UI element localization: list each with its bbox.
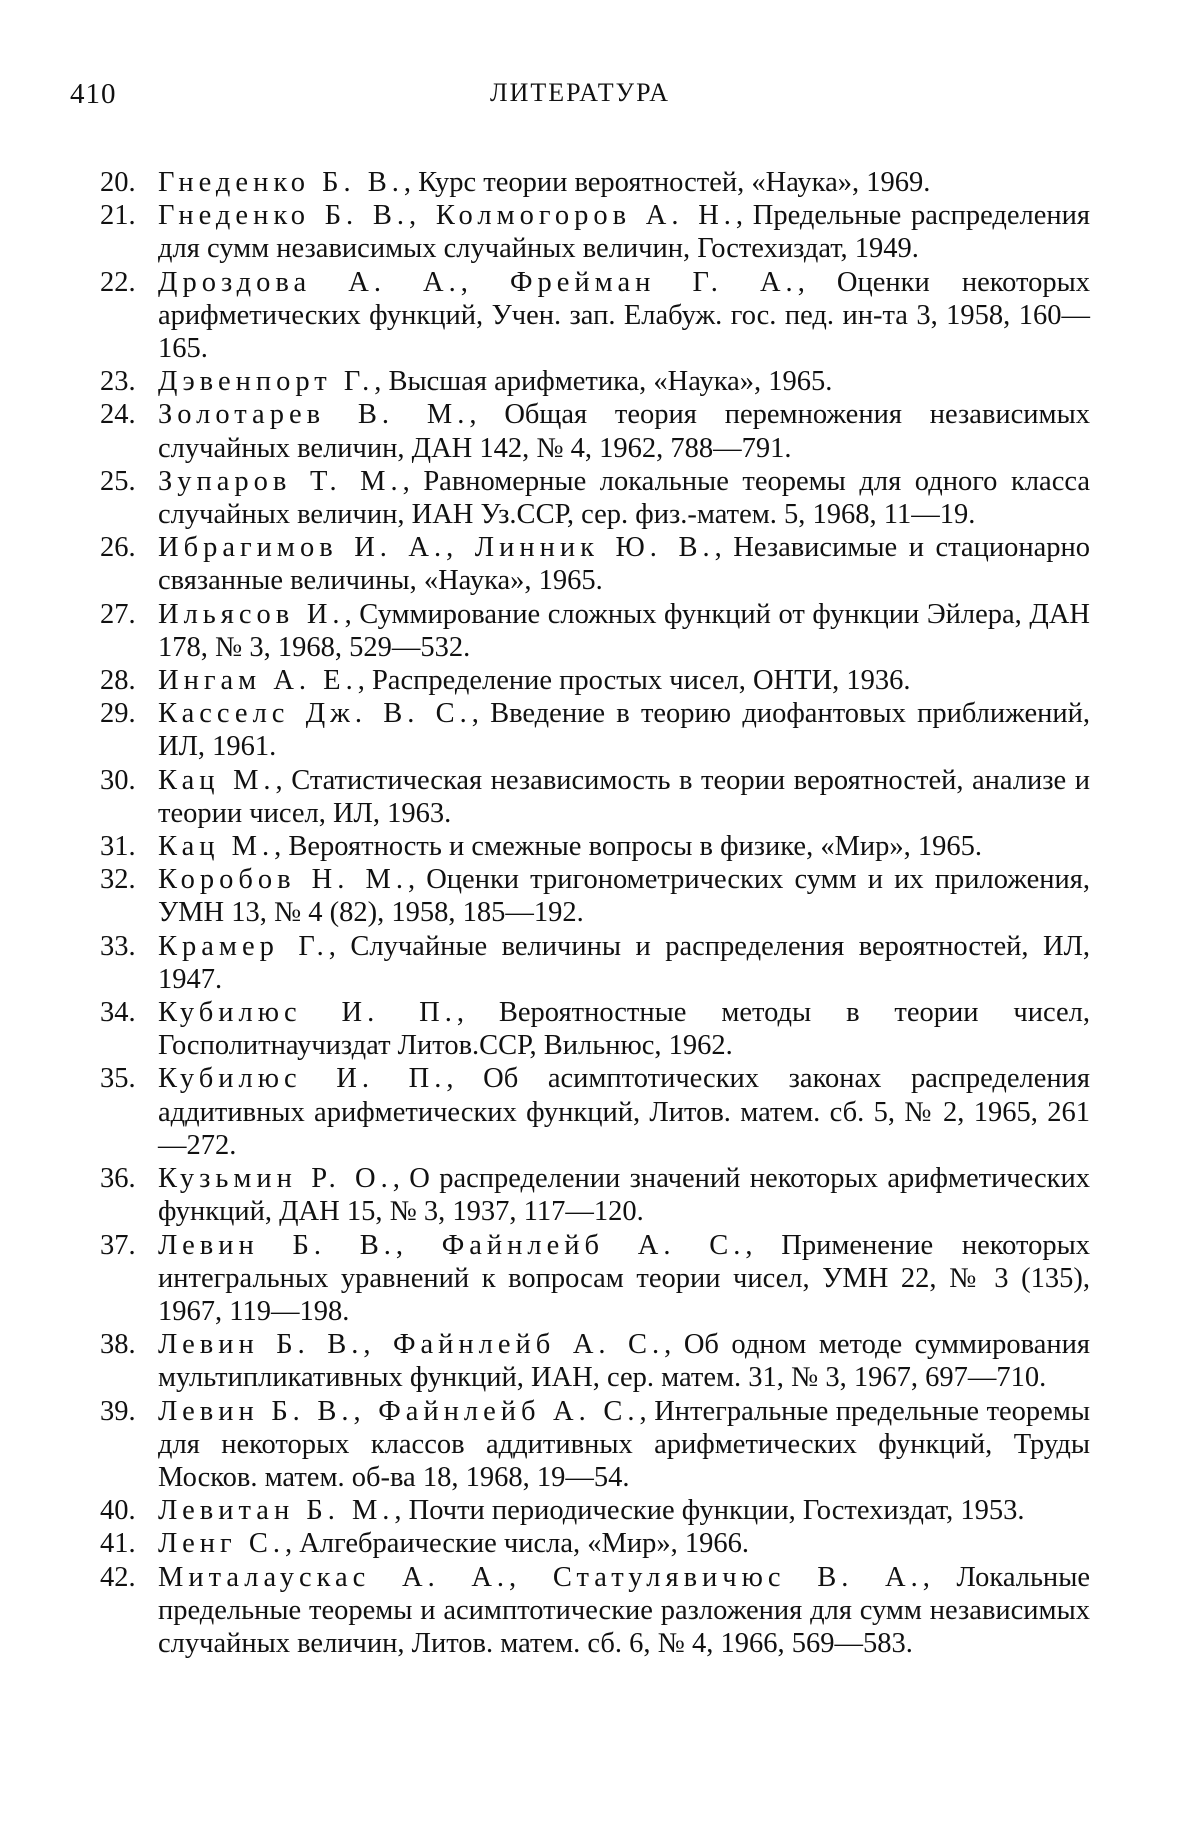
reference-authors: Ибрагимов И. А., Линник Ю. В.	[158, 532, 715, 564]
reference-separator: ,	[392, 1163, 410, 1195]
reference-separator: ,	[456, 997, 499, 1029]
reference-separator: ,	[922, 1561, 957, 1593]
reference-details: Интегральные предельные теоремы для некоторых классов аддитивных арифметических функций, Труды Москов. матем. об-ва 18, 1968, 19—54.	[158, 1395, 1091, 1493]
reference-details: Оценки некоторых арифметических функций, Учен. зап. Елабуж. гос. пед. ин-та 3, 1958, 160—165.	[158, 266, 1090, 365]
reference-entry	[100, 1162, 1090, 1228]
reference-authors: Коробов Н. М.	[158, 864, 408, 896]
reference-details: Статистическая независимость в теории вероятностей, анализе и теории чисел, ИЛ, 1963.	[158, 764, 1090, 829]
reference-entry	[100, 199, 1090, 265]
reference-entry	[100, 1494, 1090, 1527]
reference-entry	[100, 531, 1090, 597]
reference-number: 39.	[100, 1395, 136, 1427]
reference-entry	[100, 266, 1090, 366]
reference-authors: Кузьмин Р. О.	[158, 1163, 393, 1195]
reference-entry	[100, 996, 1090, 1062]
reference-authors: Кац М.	[158, 764, 276, 796]
reference-number: 31.	[100, 831, 136, 863]
reference-number: 20.	[100, 167, 136, 198]
reference-separator: ,	[797, 266, 837, 298]
reference-authors: Ингам А. Е.	[158, 665, 358, 697]
reference-authors: Крамер Г.	[158, 930, 329, 962]
reference-entry	[100, 365, 1090, 398]
reference-details: Предельные распределения для сумм независимых случайных величин, Гостехиздат, 1949.	[158, 200, 1090, 265]
reference-number: 25.	[100, 465, 136, 497]
reference-separator: ,	[285, 1528, 300, 1560]
reference-details: Суммирование сложных функций от функции Эйлера, ДАН 178, № 3, 1968, 529—532.	[158, 598, 1090, 663]
reference-number: 34.	[100, 997, 136, 1029]
reference-details: Вероятность и смежные вопросы в физике, «Мир», 1965.	[288, 831, 983, 863]
reference-number: 32.	[100, 864, 136, 896]
reference-number: 41.	[100, 1528, 136, 1560]
page-number: 410	[70, 78, 117, 110]
reference-authors: Левин Б. В., Файнлейб А. С.	[158, 1329, 665, 1361]
reference-authors: Гнеденко Б. В.	[158, 167, 404, 198]
reference-details: Локальные предельные теоремы и асимптотические разложения для сумм независимых случайных величин, Литов. матем. сб. 6, № 4, 1966, 569—583.	[158, 1561, 1090, 1659]
reference-separator: ,	[328, 930, 351, 962]
reference-authors: Ленг С.	[158, 1528, 285, 1560]
reference-separator: ,	[471, 698, 491, 730]
reference-separator: ,	[403, 167, 419, 198]
reference-separator: ,	[344, 598, 360, 630]
reference-details: Высшая арифметика, «Наука», 1965.	[388, 366, 833, 398]
reference-number: 28.	[100, 665, 136, 697]
reference-details: Общая теория перемножения независимых случайных величин, ДАН 142, № 4, 1962, 788—791.	[158, 399, 1090, 464]
reference-authors: Дэвенпорт Г.	[158, 366, 375, 398]
reference-entry	[100, 863, 1090, 929]
reference-number: 33.	[100, 930, 136, 962]
reference-entry	[100, 697, 1090, 763]
reference-entry	[100, 1229, 1090, 1329]
reference-entry	[100, 598, 1090, 664]
reference-details: Применение некоторых интегральных уравнений к вопросам теории чисел, УМН 22, № 3 (135), 1967, 119—198.	[158, 1229, 1090, 1327]
reference-details: О распределении значений некоторых арифметических функций, ДАН 15, № 3, 1937, 117—120.	[158, 1163, 1091, 1228]
reference-authors: Миталаускас А. А., Статулявичюс В. А.	[158, 1561, 923, 1593]
reference-separator: ,	[735, 200, 753, 232]
reference-authors: Гнеденко Б. В., Колмогоров А. Н.	[158, 200, 736, 232]
reference-number: 30.	[100, 764, 136, 796]
reference-details: Оценки тригонометрических сумм и их приложения, УМН 13, № 4 (82), 1958, 185—192.	[158, 864, 1091, 929]
reference-entry	[100, 1062, 1090, 1162]
reference-authors: Дроздова А. А., Фрейман Г. А.	[158, 266, 798, 298]
reference-authors: Кац М.	[158, 831, 275, 863]
reference-entry	[100, 830, 1090, 863]
reference-details: Случайные величины и распределения вероятностей, ИЛ, 1947.	[158, 930, 1091, 995]
reference-number: 23.	[100, 366, 136, 398]
reference-entry	[100, 930, 1090, 996]
reference-details: Курс теории вероятностей, «Наука», 1969.	[418, 167, 931, 198]
reference-authors: Кубилюс И. П.	[158, 1063, 447, 1095]
reference-separator: ,	[745, 1229, 782, 1261]
reference-number: 35.	[100, 1063, 136, 1095]
reference-details: Распределение простых чисел, ОНТИ, 1936.	[371, 665, 911, 697]
reference-entry	[100, 1395, 1090, 1495]
reference-list	[100, 166, 1090, 1660]
reference-separator: ,	[394, 1495, 409, 1527]
reference-entry	[100, 398, 1090, 464]
reference-separator: ,	[275, 764, 292, 796]
reference-number: 26.	[100, 532, 136, 564]
reference-separator: ,	[374, 366, 389, 398]
reference-details: Вероятностные методы в теории чисел, Госполитнаучиздат Литов.ССР, Вильнюс, 1962.	[158, 997, 1090, 1062]
reference-separator: ,	[446, 1063, 484, 1095]
reference-number: 38.	[100, 1329, 136, 1361]
reference-authors: Зупаров Т. М.	[158, 465, 403, 497]
reference-number: 40.	[100, 1495, 136, 1527]
reference-details: Равномерные локальные теоремы для одного класса случайных величин, ИАН Уз.ССР, сер. физ.-матем. 5, 1968, 11—19.	[158, 465, 1090, 531]
reference-separator: ,	[402, 465, 424, 497]
reference-separator: ,	[664, 1329, 684, 1361]
reference-number: 37.	[100, 1229, 136, 1261]
reference-number: 27.	[100, 598, 136, 630]
reference-number: 42.	[100, 1561, 136, 1593]
reference-authors: Левин Б. В., Файнлейб А. С.	[158, 1229, 746, 1261]
reference-entry	[100, 1328, 1090, 1394]
reference-details: Введение в теорию диофантовых приближений, ИЛ, 1961.	[158, 698, 1091, 763]
reference-authors: Кубилюс И. П.	[158, 997, 457, 1029]
reference-number: 21.	[100, 200, 136, 232]
reference-separator: ,	[714, 532, 734, 564]
running-title: ЛИТЕРАТУРА	[490, 78, 670, 107]
reference-entry	[100, 764, 1090, 830]
reference-separator: ,	[357, 665, 372, 697]
reference-entry	[100, 664, 1090, 697]
reference-authors: Касселс Дж. В. С.	[158, 698, 472, 730]
reference-entry	[100, 1527, 1090, 1560]
reference-number: 36.	[100, 1163, 136, 1195]
reference-separator: ,	[469, 399, 505, 431]
reference-separator: ,	[639, 1395, 655, 1427]
reference-entry	[100, 1561, 1090, 1661]
reference-separator: ,	[407, 864, 427, 896]
reference-number: 29.	[100, 698, 136, 730]
reference-details: Об одном методе суммирования мультипликативных функций, ИАН, сер. матем. 31, № 3, 1967, 697—710.	[158, 1329, 1090, 1394]
reference-entry	[100, 465, 1090, 531]
reference-number: 24.	[100, 399, 136, 431]
reference-authors: Золотарев В. М.	[158, 399, 470, 431]
reference-number: 22.	[100, 266, 136, 298]
reference-authors: Левитан Б. М.	[158, 1495, 395, 1527]
reference-details: Алгебраические числа, «Мир», 1966.	[299, 1528, 749, 1560]
reference-authors: Левин Б. В., Файнлейб А. С.	[158, 1395, 640, 1427]
page-header	[60, 78, 1100, 118]
reference-authors: Ильясов И.	[158, 598, 345, 630]
reference-separator: ,	[274, 831, 289, 863]
reference-details: Почти периодические функции, Гостехиздат, 1953.	[408, 1495, 1025, 1527]
reference-details: Независимые и стационарно связанные величины, «Наука», 1965.	[158, 532, 1090, 597]
reference-details: Об асимптотических законах распределения аддитивных арифметических функций, Литов. матем. сб. 5, № 2, 1965, 261—272.	[158, 1063, 1090, 1161]
reference-entry	[100, 166, 1090, 199]
